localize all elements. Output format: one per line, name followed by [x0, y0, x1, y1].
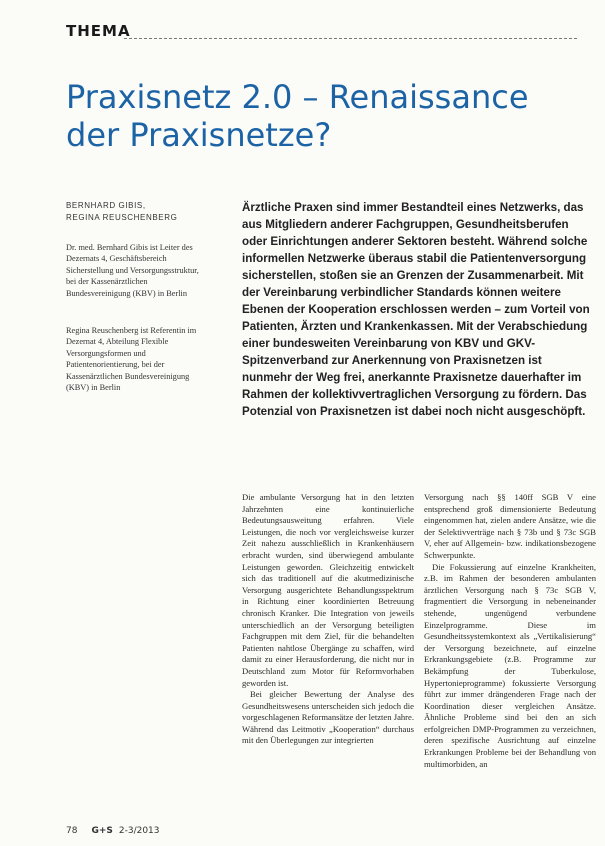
author-name: REGINA REUSCHENBERG [66, 213, 178, 222]
body-paragraph: Die ambulante Versorgung hat in den letzten Jahrzehnten eine kontinuierliche Bedeutungsausweitung erfahren. Viele Leistungen, die noch vor vergleichsweise kurzer Zeit nahezu ausschließlich in Krankenhäusern erbracht wurden, sind überwiegend ambulante Leistungen geworden. Gleichzeitig entwickelt sich das traditionell auf die akutmedizinische Versorgung ausgerichtete Behandlungsspektrum in Richtung einer koordinierten Betreuung chronisch Kranker. Die Integration von jeweils unterschiedlich an der Versorgung beteiligten Fachgruppen mit dem Ziel, für die behandelten Patienten nahtlose Übergänge zu schaffen, wird damit zu einer Herausforderung, die nicht nur in Deutschland zum Motor für Reformvorhaben geworden ist. [242, 492, 414, 688]
body-paragraph: Bei gleicher Bewertung der Analyse des Gesundheitswesens unterscheiden sich jedoch die vorgeschlagenen Reformansätze der letzten Jahre. Während das Leitmotiv „Kooperation“ durchaus mit den Überlegungen zur integrierten [242, 689, 414, 746]
body-column-2 [424, 492, 596, 842]
section-rule [124, 38, 577, 39]
body-paragraph: Versorgung nach §§ 140ff SGB V eine entsprechend groß dimensionierte Bedeutung eingenommen hat, zielen andere Ansätze, wie die der Selektivverträge nach § 73b und § 73c SGB V, eher auf Allgemein- bzw. indikationsbezogene Schwerpunkte. [424, 492, 596, 560]
author-bio: Regina Reuschenberg ist Referentin im Dezernat 4, Abteilung Flexible Versorgungsformen und Patientenorientierung, bei der Kassenärztlichen Bundesvereinigung (KBV) in Berlin [66, 326, 197, 393]
body-column-1 [242, 492, 414, 842]
lead-paragraph: Ärztliche Praxen sind immer Bestandteil eines Netzwerks, das aus Mitgliedern anderer Fachgruppen, Gesundheitsberufen oder Einrichtungen anderer Sektoren besteht. Während solche informellen Netzwerke überaus stabil die Patientenversorgung sicherstellen, stoßen sie an Grenzen der Zusammenarbeit. Mit der Vereinbarung verbindlicher Standards können weitere Ebenen der Kooperation erschlossen werden – zum Vorteil von Patienten, Ärzten und Krankenkassen. Mit der Verabschiedung einer bundesweiten Vereinbarung von KBV und GKV-Spitzenverband zur Anerkennung von Praxisnetzen ist nunmehr der Weg frei, anerkannte Praxisnetze dauerhafter im Rahmen der kollektivvertraglichen Versorgung zu fördern. Das Potenzial von Praxisnetzen ist dabei noch nicht ausgeschöpft. [242, 201, 590, 418]
article-title: Praxisnetz 2.0 – Renaissance der Praxisnetze? [66, 78, 529, 154]
page-footer [66, 826, 160, 836]
issue-number: 2-3/2013 [118, 826, 160, 836]
journal-brand: G+S [91, 826, 113, 836]
section-label: THEMA [66, 22, 131, 40]
page-number: 78 [66, 826, 78, 836]
author-name: BERNHARD GIBIS, [66, 201, 146, 210]
authors [66, 200, 226, 224]
author-bio: Dr. med. Bernhard Gibis ist Leiter des Dezernats 4, Geschäftsbereich Sicherstellung und Versorgungsstruktur, bei der Kassenärztlichen Bundesvereinigung (KBV) in Berlin [66, 243, 199, 298]
body-paragraph: Die Fokussierung auf einzelne Krankheiten, z.B. im Rahmen der besonderen ambulanten ärztlichen Versorgung nach § 73c SGB V, fragmentiert die Versorgung in nebeneinander stehende, ungenügend verbundene Einzelprogramme. Diese im Gesundheitssystemkontext als „Vertikalisierung“ der Versorgung bezeichnete, auf einzelne Erkrankungsgebiete (z.B. Programme zur Bekämpfung der Tuberkulose, Hypertonieprogramme) fokussierte Versorgung führt zur immer drängenderen Frage nach der Koordination dieser vergleichen Ansätze. Ähnliche Probleme sind bei den an sich erfolgreichen DMP-Programmen zu verzeichnen, deren spezifische Ausrichtung auf einzelne Erkrankungen Probleme bei der Behandlung von multimorbiden, an [424, 561, 596, 769]
